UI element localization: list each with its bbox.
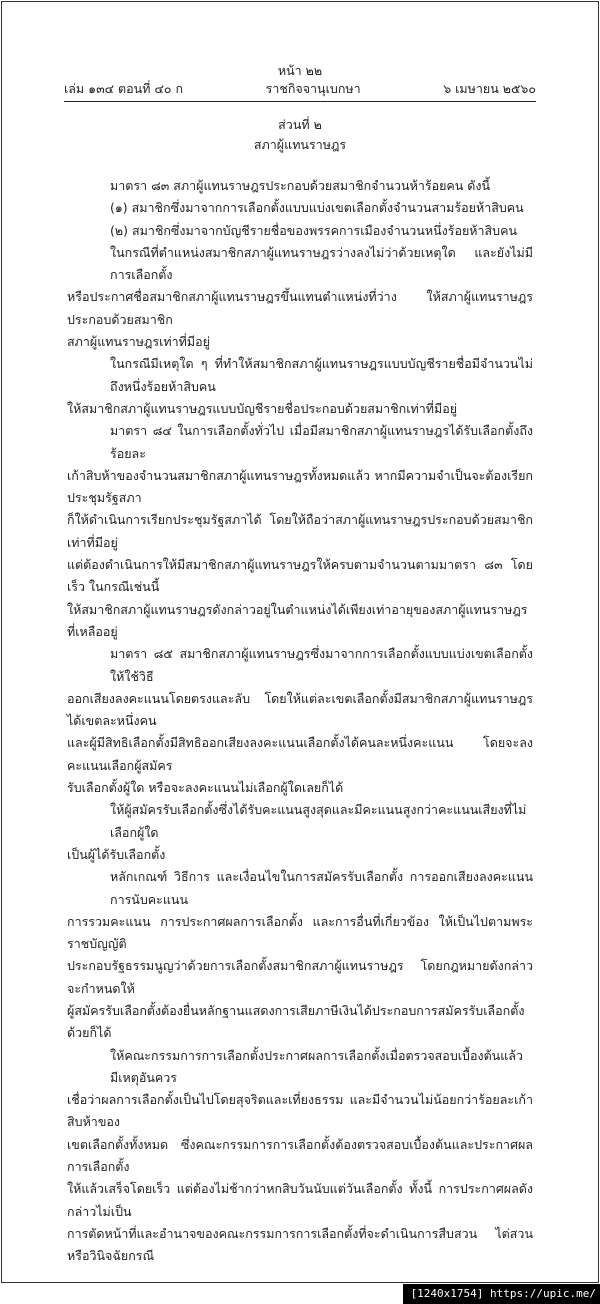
volume-issue: เล่ม ๑๓๔ ตอนที่ ๔๐ ก	[64, 81, 184, 96]
text-line: ก็ให้ดำเนินการเรียกประชุมรัฐสภาได้ โดยให้ถือว่าสภาผู้แทนราษฎรประกอบด้วยสมาชิกเท่าที่มีอยู่	[67, 512, 533, 550]
text-line: ให้สมาชิกสภาผู้แทนราษฎรแบบบัญชีรายชื่อประกอบด้วยสมาชิกเท่าที่มีอยู่	[67, 400, 458, 416]
text-line: เป็นผู้ได้รับเลือกตั้ง	[67, 846, 166, 862]
text-line: เก้าสิบห้าของจำนวนสมาชิกสภาผู้แทนราษฎรทั้งหมดแล้ว หากมีความจำเป็นจะต้องเรียกประชุมรัฐสภา	[67, 467, 533, 506]
text-line: และผู้มีสิทธิเลือกตั้งมีสิทธิออกเสียงลงคะแนนเลือกตั้งได้คนละหนึ่งคะแนน โดยจะลงคะแนนเลือกผู้สมัคร	[67, 735, 533, 773]
text-line: มาตรา ๘๔ ในการเลือกตั้งทั่วไป เมื่อมีสมาชิกสภาผู้แทนราษฎรได้รับเลือกตั้งถึงร้อยละ	[110, 423, 533, 461]
text-line: ผู้สมัครรับเลือกตั้งต้องยื่นหลักฐานแสดงการเสียภาษีเงินได้ประกอบการสมัครรับเลือกตั้งด้วยก็ได้	[67, 1002, 525, 1041]
text-line: หลักเกณฑ์ วิธีการ และเงื่อนไขในการสมัครรับเลือกตั้ง การออกเสียงลงคะแนน การนับคะแนน	[110, 869, 533, 907]
text-line: ออกเสียงลงคะแนนโดยตรงและลับ โดยให้แต่ละเขตเลือกตั้งมีสมาชิกสภาผู้แทนราษฎรได้เขตละหนึ่งคน	[67, 690, 533, 729]
text-line: มาตรา ๘๕ สมาชิกสภาผู้แทนราษฎรซึ่งมาจากการเลือกตั้งแบบแบ่งเขตเลือกตั้ง ให้ใช้วิธี	[110, 646, 533, 684]
section-title: สภาผู้แทนราษฎร	[253, 137, 347, 152]
text-line: มาตรา ๘๓ สภาผู้แทนราษฎรประกอบด้วยสมาชิกจำนวนห้าร้อยคน ดังนี้	[110, 178, 491, 193]
text-line: หรือประกาศชื่อสมาชิกสภาผู้แทนราษฎรขึ้นแทนตำแหน่งที่ว่าง ให้สภาผู้แทนราษฎรประกอบด้วยสมาชิก	[67, 289, 533, 327]
text-line: เชื่อว่าผลการเลือกตั้งเป็นไปโดยสุจริตและเที่ยงธรรม และมีจำนวนไม่น้อยกว่าร้อยละเก้าสิบห้าของ	[67, 1092, 533, 1130]
text-line: ในกรณีมีเหตุใด ๆ ที่ทำให้สมาชิกสภาผู้แทนราษฎรแบบบัญชีรายชื่อมีจำนวนไม่ถึงหนึ่งร้อยห้าสิบคน	[110, 356, 533, 394]
text-line: ในกรณีที่ตำแหน่งสมาชิกสภาผู้แทนราษฎรว่างลงไม่ว่าด้วยเหตุใด และยังไม่มีการเลือกตั้ง	[110, 244, 533, 283]
image-host-watermark: [1240x1754] https://upic.me/	[403, 1284, 600, 1304]
footer-bar	[0, 1268, 600, 1304]
text-line: (๑) สมาชิกซึ่งมาจากการเลือกตั้งแบบแบ่งเขตเลือกตั้งจำนวนสามร้อยห้าสิบคน	[110, 200, 524, 216]
text-line: ให้ผู้สมัครรับเลือกตั้งซึ่งได้รับคะแนนสูงสุดและมีคะแนนสูงกว่าคะแนนเสียงที่ไม่เลือกผู้ใด	[110, 802, 527, 840]
header-divider	[64, 101, 536, 102]
text-line: แต่ต้องดำเนินการให้มีสมาชิกสภาผู้แทนราษฎรให้ครบตามจำนวนตามมาตรา ๘๓ โดยเร็ว ในกรณีเช่นนี้	[67, 557, 533, 595]
document-body	[67, 175, 533, 1268]
text-line: สภาผู้แทนราษฎรเท่าที่มีอยู่	[67, 334, 210, 350]
publication-date: ๖ เมษายน ๒๕๖๐	[443, 81, 536, 96]
text-line: (๒) สมาชิกซึ่งมาจากบัญชีรายชื่อของพรรคการเมืองจำนวนหนึ่งร้อยห้าสิบคน	[110, 222, 518, 238]
publication-title: ราชกิจจานุเบกษา	[265, 81, 361, 96]
text-line: ให้สมาชิกสภาผู้แทนราษฎรดังกล่าวอยู่ในตำแหน่งได้เพียงเท่าอายุของสภาผู้แทนราษฎรที่เหลืออยู่	[67, 601, 528, 639]
text-line: ให้แล้วเสร็จโดยเร็ว แต่ต้องไม่ช้ากว่าหกสิบวันนับแต่วันเลือกตั้ง ทั้งนี้ การประกาศผลดังกล่าวไม่เป็น	[67, 1181, 533, 1219]
part-heading: ส่วนที่ ๒	[278, 117, 322, 132]
text-line: ให้คณะกรรมการการเลือกตั้งประกาศผลการเลือกตั้งเมื่อตรวจสอบเบื้องต้นแล้ว มีเหตุอันควร	[110, 1047, 523, 1085]
text-line: เขตเลือกตั้งทั้งหมด ซึ่งคณะกรรมการการเลือกตั้งต้องตรวจสอบเบื้องต้นและประกาศผลการเลือกตั้ง	[67, 1136, 533, 1175]
text-line: รับเลือกตั้งผู้ใด หรือจะลงคะแนนไม่เลือกผู้ใดเลยก็ได้	[67, 780, 344, 796]
text-line: ประกอบรัฐธรรมนูญว่าด้วยการเลือกตั้งสมาชิกสภาผู้แทนราษฎร โดยกฎหมายดังกล่าวจะกำหนดให้	[67, 958, 533, 996]
page-number: หน้า ๒๒	[277, 63, 323, 78]
text-line: การรวมคะแนน การประกาศผลการเลือกตั้ง และการอื่นที่เกี่ยวข้อง ให้เป็นไปตามพระราชบัญญัติ	[67, 913, 533, 952]
gazette-header	[64, 80, 536, 98]
text-line: การตัดหน้าที่และอำนาจของคณะกรรมการการเลือกตั้งที่จะดำเนินการสืบสวน ไต่สวน หรือวินิจฉัยกรณี	[67, 1225, 533, 1264]
